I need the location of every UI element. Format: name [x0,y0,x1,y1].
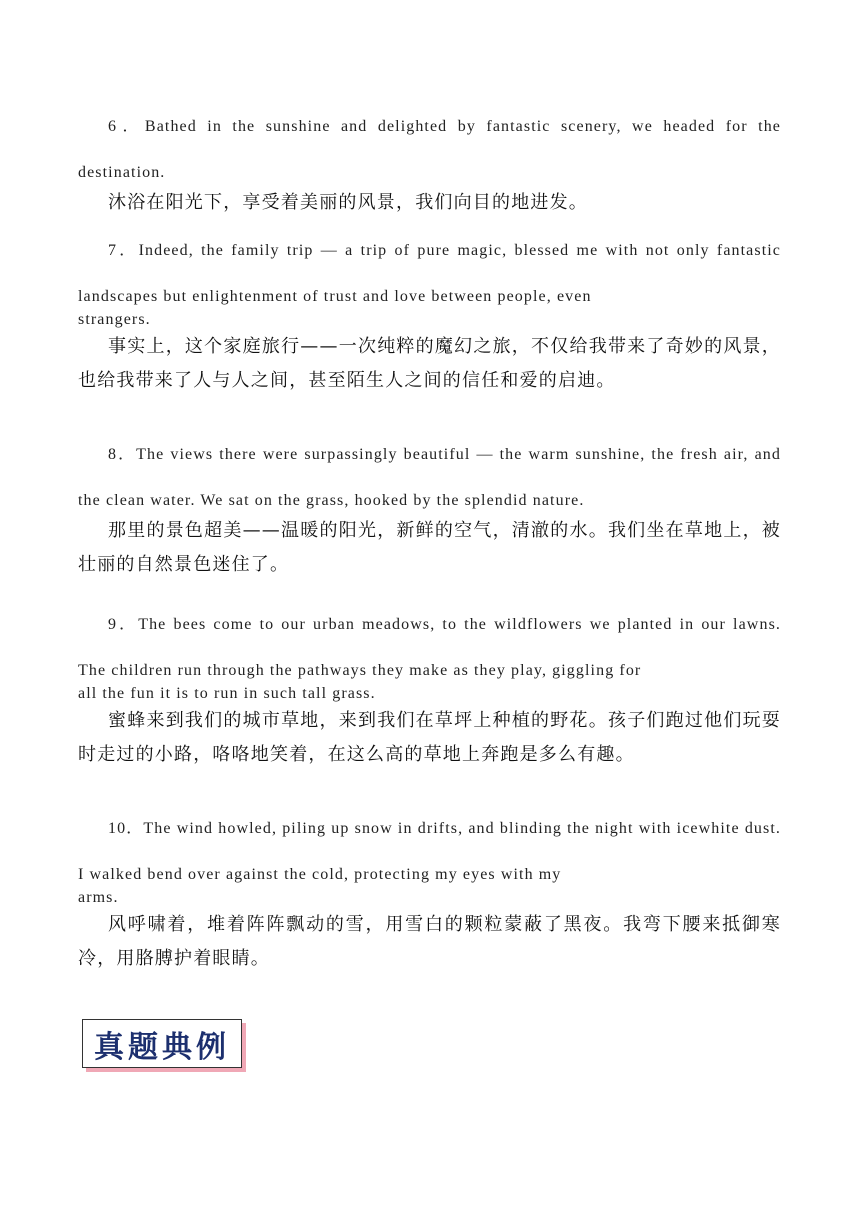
sentence-item-10 [78,806,781,976]
english-sentence [78,228,781,332]
english-sentence: 6．Bathed in the sunshine and delighted by fantastic scenery, we headed for the destination. [78,118,781,181]
section-title-box [82,1019,242,1068]
english-sentence-tail: all the fun it is to run in such tall grass. [78,685,376,702]
chinese-translation: 沐浴在阳光下，享受着美丽的风景，我们向目的地进发。 [108,192,588,213]
chinese-translation: 事实上，这个家庭旅行——一次纯粹的魔幻之旅，不仅给我带来了奇妙的风景，也给我带来了人与人之间，甚至陌生人之间的信任和爱的启迪。 [78,336,781,391]
english-sentence-tail: arms. [78,889,119,906]
sentence-item-6 [78,104,781,220]
english-sentence-main: 7．Indeed, the family trip — a trip of pure magic, blessed me with not only fantastic landscapes but enlightenment of trust and love between people, even [78,242,781,305]
english-sentence-tail: strangers. [78,311,151,328]
english-sentence: 8．The views there were surpassingly beautiful — the warm sunshine, the fresh air, and the clean water. We sat on the grass, hooked by the splendid nature. [78,446,781,509]
chinese-translation: 风呼啸着，堆着阵阵飘动的雪，用雪白的颗粒蒙蔽了黑夜。我弯下腰来抵御寒冷，用胳膊护着眼睛。 [78,914,781,969]
english-sentence-main: 10．The wind howled, piling up snow in drifts, and blinding the night with icewhite dust. I walked bend over against the cold, protecting my eyes with my [78,820,781,883]
sentence-item-9 [78,602,781,772]
chinese-translation: 那里的景色超美——温暖的阳光，新鲜的空气，清澈的水。我们坐在草地上，被壮丽的自然景色迷住了。 [78,520,781,575]
english-sentence-main: 9．The bees come to our urban meadows, to the wildflowers we planted in our lawns. The children run through the pathways they make as they play, giggling for [78,616,781,679]
chinese-translation: 蜜蜂来到我们的城市草地，来到我们在草坪上种植的野花。孩子们跑过他们玩耍时走过的小路，咯咯地笑着，在这么高的草地上奔跑是多么有趣。 [78,710,781,765]
sentence-item-8 [78,432,781,582]
sentence-item-7 [78,228,781,398]
section-title: 真题典例 [94,1029,230,1065]
english-sentence [78,602,781,706]
english-sentence [78,806,781,910]
